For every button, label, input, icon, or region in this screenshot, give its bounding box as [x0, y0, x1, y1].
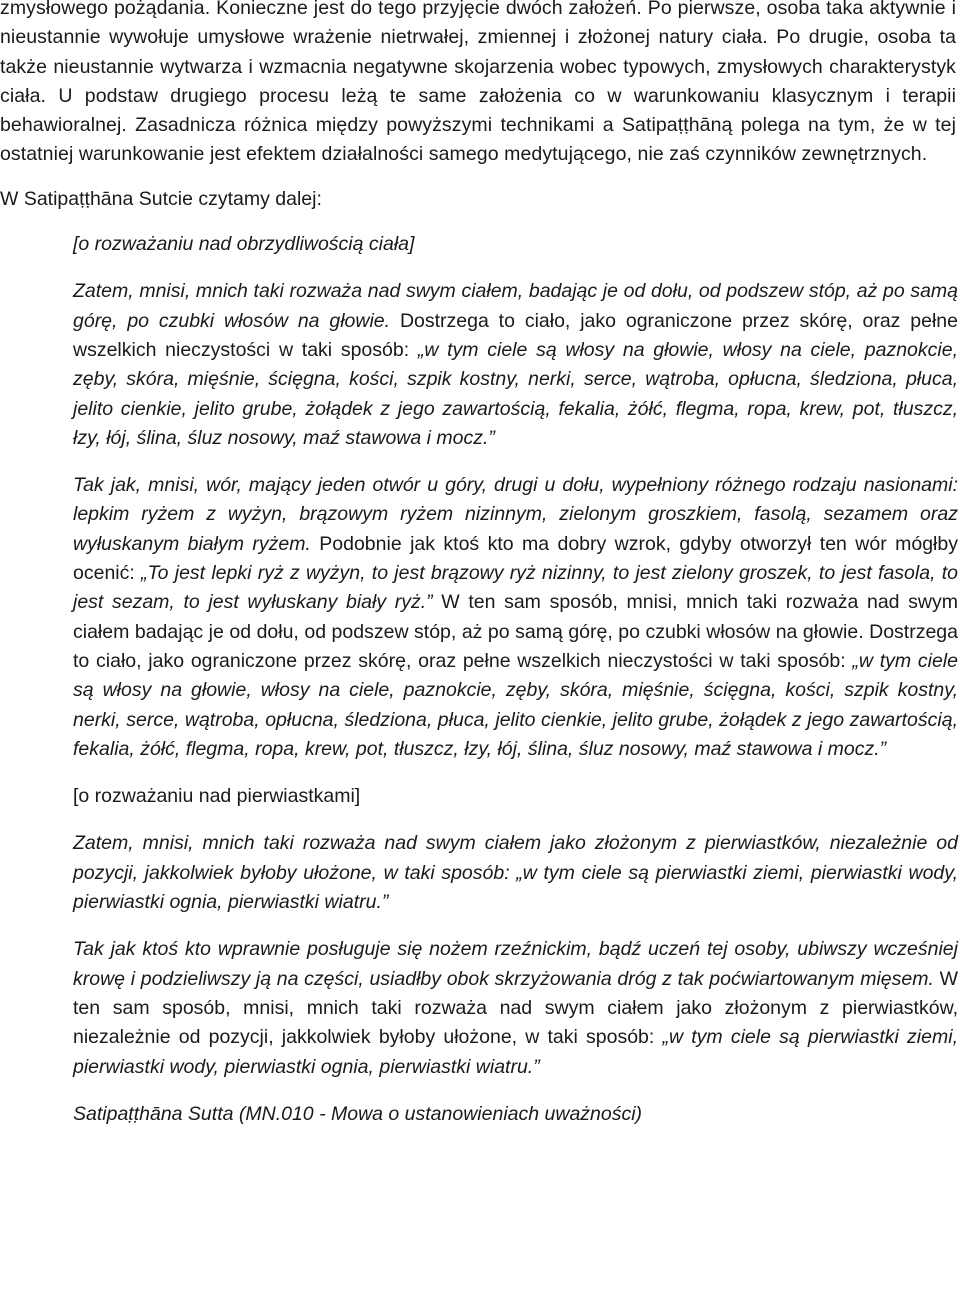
quote-paragraph-4-italic-2: „w tym ciele są pierwiastki ziemi, pierwiastki wody, pierwiastki ognia, pierwiastki wiatru.” [73, 1026, 958, 1078]
quote-paragraph-1-italic: Zatem, mnisi, mnich taki rozważa nad swym ciałem, badając je od dołu, od podszew stóp, aż po samą górę, po czubki włosów na głowie. [73, 280, 958, 332]
section-heading-elements: [o rozważaniu nad pierwiastkami] [73, 785, 361, 808]
intro-paragraph-text: zmysłowego pożądania. Konieczne jest do tego przyjęcie dwóch założeń. Po pierwsze, osoba taka aktywnie i nieustannie wywołuje umysłowe wrażenie nietrwałej, zmiennej i złożonej natury ciała. Po drugie, osoba ta także nieustannie wytwarza i wzmacnia negatywne skojarzenia wobec typowych, zmysłowych charakterystyk ciała. U podstaw drugiego procesu leżą te same założenia co w warunkowaniu klasycznym i terapii behawioralnej. Zasadnicza różnica między powyższymi technikami a Satipaṭṭhāną polega na tym, że w tej ostatniej warunkowanie jest efektem działalności samego medytującego, nie zaś czynników zewnętrznych. [0, 0, 956, 166]
quote-paragraph-4-normal: W ten sam sposób, mnisi, mnich taki rozważa nad swym ciałem jako złożonym z pierwiastków, niezależnie od pozycji, jakkolwiek byłoby ułożone, w taki sposób: [73, 967, 958, 1049]
source-citation: Satipaṭṭhāna Sutta (MN.010 - Mowa o ustanowieniach uważności) [73, 1102, 643, 1125]
quote-paragraph-1-italic-2: „w tym ciele są włosy na głowie, włosy na ciele, paznokcie, zęby, skóra, mięśnie, ścięgna, kości, szpik kostny, nerki, serce, wątroba, opłucna, śledziona, płuca, jelito cienkie, jelito grube, żołądek z jego zawartością, fekalia, żółć, flegma, ropa, krew, pot, tłuszcz, łzy, łój, ślina, śluz nosowy, maź stawowa i mocz.” [73, 338, 958, 449]
intro-paragraph [0, 0, 958, 170]
quote-paragraph-4-italic: Tak jak ktoś kto wprawnie posługuje się nożem rzeźnickim, bądź uczeń tej osoby, ubiwszy wcześniej krowę i podzieliwszy ją na części, usiadłby obok skrzyżowania dróg z tak poćwiartowanym mięsem. [73, 938, 958, 990]
quote-paragraph-3-italic: Zatem, mnisi, mnich taki rozważa nad swym ciałem jako złożonym z pierwiastków, niezależnie od pozycji, jakkolwiek byłoby ułożone, w taki sposób: „w tym ciele są pierwiastki ziemi, pierwiastki wody, pierwiastki ognia, pierwiastki wiatru.” [73, 832, 958, 914]
quote-paragraph-2-italic: Tak jak, mnisi, wór, mający jeden otwór u góry, drugi u dołu, wypełniony różnego rodzaju nasionami: lepkim ryżem z wyżyn, brązowym ryżem nizinnym, zielonym groszkiem, fasolą, sezamem oraz wyłuskanym białym ryżem. [73, 474, 958, 555]
quote-paragraph-4 [73, 935, 958, 1081]
section-heading-body-repulsiveness: [o rozważaniu nad obrzydliwością ciała] [73, 233, 415, 256]
quote-paragraph-3 [73, 829, 958, 917]
quote-block [73, 230, 958, 1129]
quote-paragraph-2-italic-3: „w tym ciele są włosy na głowie, włosy na ciele, paznokcie, zęby, skóra, mięśnie, ścięgna, kości, szpik kostny, nerki, serce, wątroba, opłucna, śledziona, płuca, jelito cienkie, jelito grube, żołądek z jego zawartością, fekalia, żółć, flegma, ropa, krew, pot, tłuszcz, łzy, łój, ślina, śluz nosowy, maź stawowa i mocz.” [73, 649, 958, 760]
quote-paragraph-1 [73, 277, 958, 453]
quote-paragraph-2-italic-2: „To jest lepki ryż z wyżyn, to jest brązowy ryż nizinny, to jest zielony groszek, to jest fasola, to jest sezam, to jest wyłuskany biały ryż.” [73, 562, 959, 614]
quote-paragraph-1-normal: Dostrzega to ciało, jako ograniczone przez skórę, oraz pełne wszelkich nieczystości w taki sposób: [73, 309, 958, 361]
quote-paragraph-2-normal: Podobnie jak ktoś kto ma dobry wzrok, gdyby otworzył ten wór mógłby ocenić: [73, 532, 958, 585]
intro-lead-line: W Satipaṭṭhāna Sutcie czytamy dalej: [0, 187, 322, 210]
quote-paragraph-2 [73, 471, 958, 764]
quote-paragraph-2-normal-2: W ten sam sposób, mnisi, mnich taki rozważa nad swym ciałem badając je od dołu, od podszew stóp, aż po samą górę, po czubki włosów na głowie. Dostrzega to ciało, jako ograniczone przez skórę, oraz pełne wszelkich nieczystości w taki sposób: [73, 591, 958, 672]
